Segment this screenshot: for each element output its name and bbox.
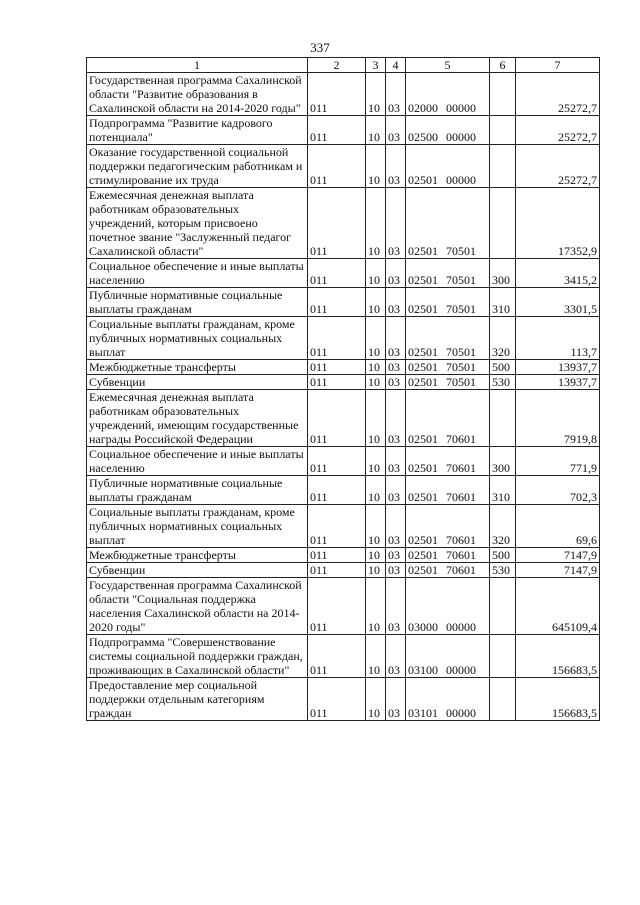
row-target-article-direction: 00000 (446, 663, 476, 677)
header-row (87, 58, 600, 73)
table-row (87, 578, 600, 635)
row-expense-type: 300 (490, 447, 516, 476)
table-row (87, 505, 600, 548)
row-code: 011 (308, 563, 366, 578)
row-target-article-program: 02000 (408, 101, 438, 115)
row-name: Социальное обеспечение и иные выплаты населению (87, 447, 308, 476)
row-target-article (406, 360, 490, 375)
row-code: 011 (308, 447, 366, 476)
row-amount: 25272,7 (516, 145, 600, 188)
row-target-article-program: 02501 (408, 548, 438, 562)
row-expense-type: 530 (490, 375, 516, 390)
row-expense-type (490, 73, 516, 116)
row-name: Государственная программа Сахалинской области "Развитие образования в Сахалинской области на 2014-2020 годы" (87, 73, 308, 116)
row-code: 011 (308, 145, 366, 188)
row-code: 011 (308, 73, 366, 116)
row-target-article (406, 578, 490, 635)
row-section: 10 (366, 505, 386, 548)
row-name: Подпрограмма "Развитие кадрового потенциала" (87, 116, 308, 145)
row-subsection: 03 (386, 678, 406, 721)
row-expense-type (490, 145, 516, 188)
row-subsection: 03 (386, 317, 406, 360)
row-target-article (406, 188, 490, 259)
row-subsection: 03 (386, 447, 406, 476)
table-row (87, 375, 600, 390)
table-row (87, 288, 600, 317)
row-target-article (406, 317, 490, 360)
column-header-7: 7 (516, 58, 600, 73)
row-code: 011 (308, 116, 366, 145)
row-target-article-direction: 70601 (446, 490, 476, 504)
row-subsection: 03 (386, 73, 406, 116)
row-target-article-direction: 00000 (446, 706, 476, 720)
row-target-article (406, 635, 490, 678)
row-target-article (406, 390, 490, 447)
row-name: Социальное обеспечение и иные выплаты населению (87, 259, 308, 288)
row-code: 011 (308, 476, 366, 505)
row-target-article-program: 02501 (408, 273, 438, 287)
table-row (87, 447, 600, 476)
table-row (87, 317, 600, 360)
row-subsection: 03 (386, 505, 406, 548)
table-row (87, 73, 600, 116)
row-expense-type (490, 116, 516, 145)
table-body (87, 73, 600, 721)
row-section: 10 (366, 259, 386, 288)
row-code: 011 (308, 678, 366, 721)
row-section: 10 (366, 563, 386, 578)
row-target-article-direction: 70501 (446, 375, 476, 389)
row-target-article-direction: 00000 (446, 173, 476, 187)
row-target-article (406, 563, 490, 578)
row-expense-type (490, 188, 516, 259)
row-amount: 25272,7 (516, 73, 600, 116)
row-target-article-program: 02501 (408, 490, 438, 504)
row-code: 011 (308, 548, 366, 563)
row-expense-type: 500 (490, 360, 516, 375)
row-target-article (406, 288, 490, 317)
row-amount: 156683,5 (516, 635, 600, 678)
row-name: Публичные нормативные социальные выплаты гражданам (87, 288, 308, 317)
row-name: Межбюджетные трансферты (87, 360, 308, 375)
row-subsection: 03 (386, 188, 406, 259)
row-section: 10 (366, 635, 386, 678)
row-target-article (406, 476, 490, 505)
table-row (87, 188, 600, 259)
row-target-article-program: 02501 (408, 345, 438, 359)
row-target-article (406, 116, 490, 145)
table-row (87, 259, 600, 288)
row-target-article-program: 02501 (408, 244, 438, 258)
row-code: 011 (308, 188, 366, 259)
row-expense-type: 300 (490, 259, 516, 288)
row-target-article-direction: 70601 (446, 432, 476, 446)
row-expense-type (490, 390, 516, 447)
row-expense-type: 320 (490, 317, 516, 360)
table-row (87, 116, 600, 145)
row-amount: 702,3 (516, 476, 600, 505)
row-target-article-direction: 00000 (446, 620, 476, 634)
table-row (87, 635, 600, 678)
budget-table (86, 57, 600, 721)
table-row (87, 678, 600, 721)
row-name: Публичные нормативные социальные выплаты гражданам (87, 476, 308, 505)
row-target-article-program: 02501 (408, 173, 438, 187)
row-subsection: 03 (386, 375, 406, 390)
row-expense-type: 310 (490, 288, 516, 317)
row-target-article-direction: 70501 (446, 345, 476, 359)
row-target-article-direction: 70501 (446, 244, 476, 258)
row-name: Ежемесячная денежная выплата работникам образовательных учреждений, имеющим государственные награды Российской Федерации (87, 390, 308, 447)
row-section: 10 (366, 116, 386, 145)
row-name: Государственная программа Сахалинской области "Социальная поддержка населения Сахалинской области на 2014-2020 годы" (87, 578, 308, 635)
page-number: 337 (310, 40, 330, 55)
row-code: 011 (308, 578, 366, 635)
row-target-article (406, 259, 490, 288)
row-section: 10 (366, 145, 386, 188)
row-expense-type: 310 (490, 476, 516, 505)
row-subsection: 03 (386, 635, 406, 678)
row-section: 10 (366, 188, 386, 259)
row-amount: 113,7 (516, 317, 600, 360)
row-code: 011 (308, 288, 366, 317)
column-header-5: 5 (406, 58, 490, 73)
row-name: Межбюджетные трансферты (87, 548, 308, 563)
row-section: 10 (366, 447, 386, 476)
row-code: 011 (308, 259, 366, 288)
row-section: 10 (366, 73, 386, 116)
row-amount: 13937,7 (516, 375, 600, 390)
row-amount: 3415,2 (516, 259, 600, 288)
row-subsection: 03 (386, 360, 406, 375)
row-target-article-program: 02501 (408, 360, 438, 374)
row-target-article-direction: 00000 (446, 130, 476, 144)
row-target-article-direction: 70501 (446, 360, 476, 374)
row-section: 10 (366, 317, 386, 360)
row-target-article-direction: 00000 (446, 101, 476, 115)
row-name: Социальные выплаты гражданам, кроме публичных нормативных социальных выплат (87, 317, 308, 360)
row-name: Субвенции (87, 563, 308, 578)
row-subsection: 03 (386, 116, 406, 145)
table-row (87, 145, 600, 188)
row-section: 10 (366, 548, 386, 563)
row-subsection: 03 (386, 476, 406, 505)
row-amount: 7147,9 (516, 563, 600, 578)
row-target-article-program: 02501 (408, 375, 438, 389)
row-expense-type (490, 635, 516, 678)
row-subsection: 03 (386, 145, 406, 188)
row-target-article-direction: 70501 (446, 273, 476, 287)
row-section: 10 (366, 476, 386, 505)
row-expense-type: 530 (490, 563, 516, 578)
row-name: Субвенции (87, 375, 308, 390)
row-amount: 13937,7 (516, 360, 600, 375)
row-target-article-direction: 70601 (446, 548, 476, 562)
row-name: Предоставление мер социальной поддержки отдельным категориям граждан (87, 678, 308, 721)
column-header-3: 3 (366, 58, 386, 73)
row-target-article (406, 447, 490, 476)
row-section: 10 (366, 578, 386, 635)
table-row (87, 548, 600, 563)
row-target-article (406, 145, 490, 188)
table-row (87, 390, 600, 447)
row-amount: 7147,9 (516, 548, 600, 563)
row-expense-type (490, 678, 516, 721)
row-section: 10 (366, 375, 386, 390)
row-amount: 645109,4 (516, 578, 600, 635)
row-amount: 25272,7 (516, 116, 600, 145)
row-target-article-direction: 70601 (446, 563, 476, 577)
row-section: 10 (366, 390, 386, 447)
row-subsection: 03 (386, 288, 406, 317)
row-amount: 69,6 (516, 505, 600, 548)
row-code: 011 (308, 390, 366, 447)
row-name: Оказание государственной социальной поддержки педагогическим работникам и стимулирование их труда (87, 145, 308, 188)
row-target-article-direction: 70501 (446, 302, 476, 316)
row-code: 011 (308, 635, 366, 678)
row-target-article-program: 02501 (408, 302, 438, 316)
row-amount: 771,9 (516, 447, 600, 476)
row-subsection: 03 (386, 548, 406, 563)
row-name: Подпрограмма "Совершенствование системы социальной поддержки граждан, проживающих в Сахалинской области" (87, 635, 308, 678)
row-target-article-program: 03101 (408, 706, 438, 720)
row-target-article-program: 02501 (408, 461, 438, 475)
row-amount: 3301,5 (516, 288, 600, 317)
row-amount: 17352,9 (516, 188, 600, 259)
row-target-article-program: 02500 (408, 130, 438, 144)
column-header-1: 1 (87, 58, 308, 73)
row-section: 10 (366, 678, 386, 721)
row-target-article-program: 03100 (408, 663, 438, 677)
row-code: 011 (308, 375, 366, 390)
row-section: 10 (366, 360, 386, 375)
row-target-article (406, 548, 490, 563)
table-row (87, 360, 600, 375)
row-expense-type: 320 (490, 505, 516, 548)
row-amount: 156683,5 (516, 678, 600, 721)
row-code: 011 (308, 317, 366, 360)
row-target-article (406, 505, 490, 548)
column-header-4: 4 (386, 58, 406, 73)
row-subsection: 03 (386, 563, 406, 578)
row-name: Ежемесячная денежная выплата работникам образовательных учреждений, которым присвоено почетное звание "Заслуженный педагог Сахалинской области" (87, 188, 308, 259)
row-target-article-direction: 70601 (446, 533, 476, 547)
row-expense-type: 500 (490, 548, 516, 563)
row-target-article (406, 73, 490, 116)
table-row (87, 476, 600, 505)
row-target-article-program: 02501 (408, 563, 438, 577)
column-header-2: 2 (308, 58, 366, 73)
row-name: Социальные выплаты гражданам, кроме публичных нормативных социальных выплат (87, 505, 308, 548)
row-target-article-program: 02501 (408, 533, 438, 547)
row-code: 011 (308, 360, 366, 375)
row-target-article-program: 03000 (408, 620, 438, 634)
row-subsection: 03 (386, 390, 406, 447)
column-header-6: 6 (490, 58, 516, 73)
row-target-article (406, 375, 490, 390)
row-subsection: 03 (386, 578, 406, 635)
row-subsection: 03 (386, 259, 406, 288)
row-target-article-direction: 70601 (446, 461, 476, 475)
row-target-article-program: 02501 (408, 432, 438, 446)
row-section: 10 (366, 288, 386, 317)
row-amount: 7919,8 (516, 390, 600, 447)
row-target-article (406, 678, 490, 721)
row-code: 011 (308, 505, 366, 548)
row-expense-type (490, 578, 516, 635)
table-row (87, 563, 600, 578)
